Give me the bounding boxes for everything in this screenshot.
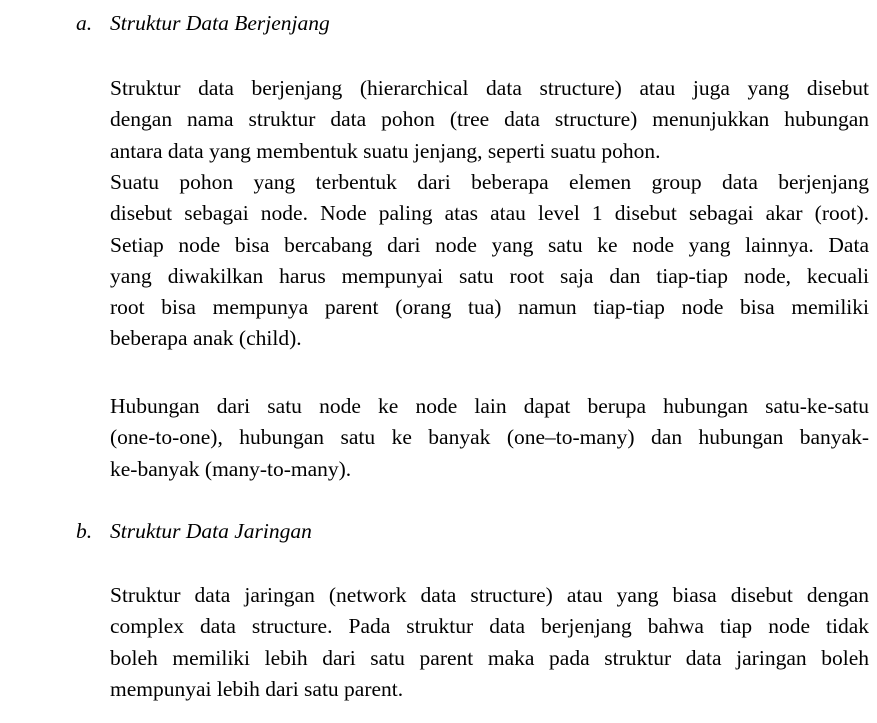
- section-b-marker: b.: [76, 519, 93, 543]
- paragraph-line: Setiap node bisa bercabang dari node yang satu ke node yang lainnya. Data: [110, 232, 869, 257]
- paragraph-line: yang diwakilkan harus mempunyai satu root saja dan tiap-tiap node, kecuali: [110, 263, 869, 288]
- paragraph-line: Struktur data berjenjang (hierarchical data structure) atau juga yang disebut: [110, 76, 869, 100]
- section-a-paragraph-1: [110, 73, 869, 167]
- paragraph-line: disebut sebagai node. Node paling atas atau level 1 disebut sebagai akar (root).: [110, 201, 869, 226]
- paragraph-line: (one-to-one), hubungan satu ke banyak (one–to-many) dan hubungan banyak-: [110, 425, 869, 450]
- paragraph-line: mempunyai lebih dari satu parent.: [110, 676, 404, 701]
- section-a-heading: [76, 8, 330, 39]
- paragraph-line: beberapa anak (child).: [110, 326, 302, 351]
- paragraph-line: Hubungan dari satu node ke node lain dapat berupa hubungan satu-ke-satu: [110, 394, 869, 418]
- section-a-title: Struktur Data Berjenjang: [110, 11, 330, 35]
- paragraph-line: antara data yang membentuk suatu jenjang, seperti suatu pohon.: [110, 138, 661, 163]
- paragraph-line: Struktur data jaringan (network data structure) atau yang biasa disebut dengan: [110, 583, 869, 607]
- section-b-heading: [76, 516, 312, 547]
- paragraph-line: complex data structure. Pada struktur data berjenjang bahwa tiap node tidak: [110, 614, 869, 639]
- paragraph-line: boleh memiliki lebih dari satu parent maka pada struktur data jaringan boleh: [110, 645, 869, 670]
- section-a-marker: a.: [76, 11, 93, 35]
- section-b-paragraph-1: [110, 580, 869, 705]
- section-a-paragraph-3: [110, 391, 869, 485]
- paragraph-line: root bisa mempunya parent (orang tua) namun tiap-tiap node bisa memiliki: [110, 295, 869, 320]
- paragraph-line: dengan nama struktur data pohon (tree data structure) menunjukkan hubungan: [110, 107, 869, 132]
- section-b-title: Struktur Data Jaringan: [110, 519, 312, 543]
- paragraph-line: ke-banyak (many-to-many).: [110, 456, 352, 481]
- section-a-paragraph-2: [110, 167, 869, 355]
- paragraph-line: Suatu pohon yang terbentuk dari beberapa elemen group data berjenjang: [110, 170, 869, 194]
